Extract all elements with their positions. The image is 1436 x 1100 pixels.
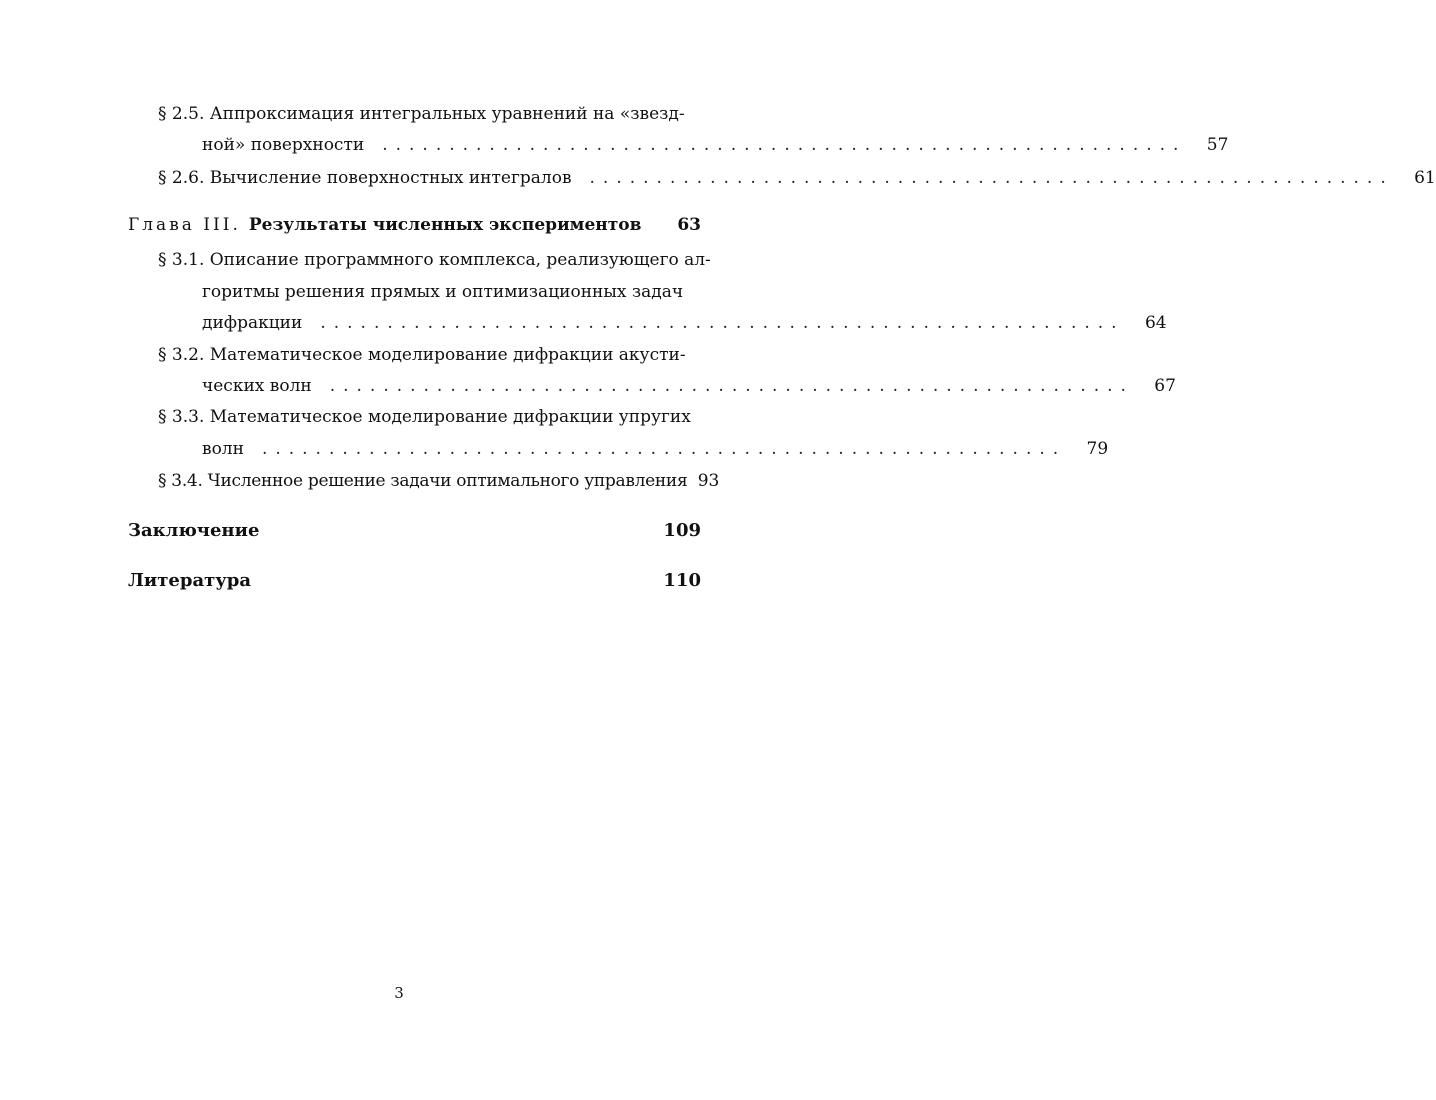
toc-entry-2-6-text: § 2.6. Вычисление поверхностных интегралов [158, 168, 572, 188]
leader-dots: ............................................................ [320, 313, 1125, 333]
toc-entry-2-6 [158, 166, 1436, 190]
toc-entry-3-2-text: ческих волн [202, 376, 312, 396]
toc-entry-3-3-page: 79 [1086, 439, 1109, 459]
toc-entry-2-5-page: 57 [1206, 135, 1229, 155]
toc-entry-3-1-line2: горитмы решения прямых и оптимизационных задач [202, 282, 684, 302]
toc-entry-3-4-text: § 3.4. Численное решение задачи оптимального управления [158, 471, 688, 491]
toc-conclusion-title: Заключение [128, 520, 260, 541]
toc-entry-2-6-page: 61 [1414, 168, 1436, 188]
toc-entry-2-5-text: ной» поверхности [202, 135, 365, 155]
toc-chapter-3-title: Результаты численных экспериментов [248, 215, 642, 235]
toc-entry-3-3-line1: § 3.3. Математическое моделирование дифракции упругих [158, 407, 691, 427]
toc-literature-page: 110 [663, 570, 701, 591]
toc-entry-2-5-line1: § 2.5. Аппроксимация интегральных уравнений на «звезд- [158, 104, 685, 124]
toc-conclusion-page: 109 [663, 520, 701, 541]
leader-dots: ............................................................ [261, 439, 1067, 459]
page-number: 3 [394, 984, 404, 1002]
toc-entry-2-5-line2 [202, 133, 1229, 157]
toc-chapter-3-page: 63 [677, 215, 701, 235]
leader-dots: ............................................................ [589, 168, 1394, 188]
toc-literature [128, 568, 701, 594]
leader-dots: ............................................................ [329, 376, 1134, 396]
toc-entry-3-2-line2 [202, 374, 1176, 398]
toc-entry-3-4 [158, 469, 720, 493]
toc-entry-3-4-page: 93 [697, 471, 720, 491]
toc-entry-3-1-text: дифракции [202, 313, 303, 333]
leader-dots: ............................................................ [382, 135, 1187, 155]
toc-entry-3-1-line1: § 3.1. Описание программного комплекса, реализующего ал- [158, 250, 711, 270]
toc-literature-title: Литература [128, 570, 252, 591]
toc-chapter-3-label: Глава III. [128, 215, 241, 235]
toc-entry-3-3-line2 [202, 437, 1109, 461]
toc-entry-3-2-page: 67 [1154, 376, 1176, 396]
toc-conclusion [128, 518, 701, 544]
toc-entry-3-1-page: 64 [1144, 313, 1167, 333]
toc-entry-3-1-line3 [202, 311, 1167, 335]
toc-entry-3-3-text: волн [202, 439, 244, 459]
toc-entry-3-2-line1: § 3.2. Математическое моделирование дифракции акусти- [158, 345, 686, 365]
toc-chapter-3 [128, 213, 701, 237]
